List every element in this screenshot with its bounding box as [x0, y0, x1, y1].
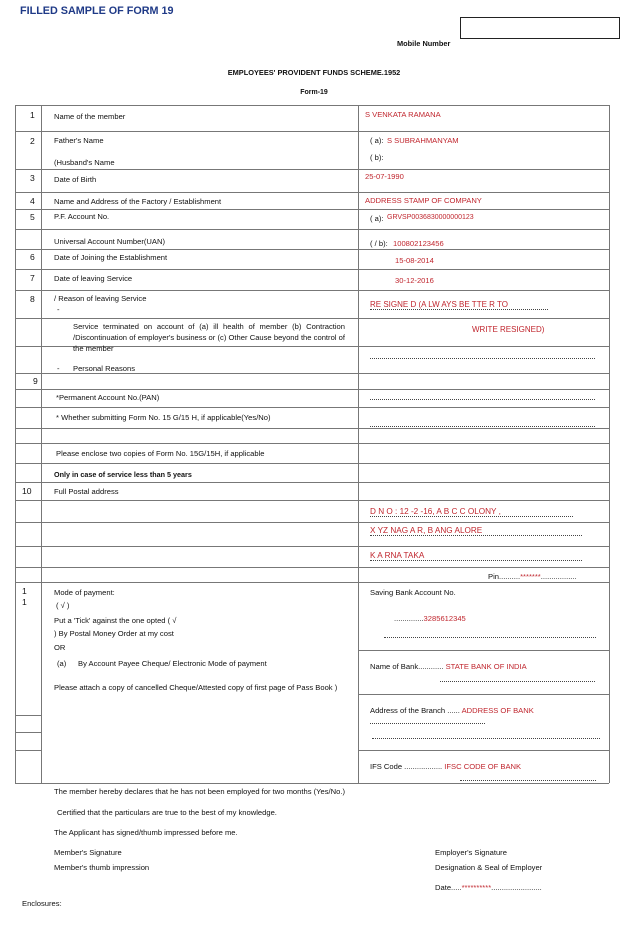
date-value[interactable]: ********** [461, 883, 492, 892]
form15g-label: * Whether submitting Form No. 15 G/15 H, if applicable(Yes/No) [56, 413, 271, 422]
postal-address-label: Full Postal address [54, 487, 119, 496]
doj-value[interactable]: 15-08-2014 [395, 256, 434, 265]
mobile-number-label: Mobile Number [397, 39, 451, 48]
saving-account-field[interactable] [394, 614, 466, 623]
father-name-prefix: ( a): [370, 136, 384, 145]
postal-order-option[interactable]: ) By Postal Money Order at my cost [54, 629, 174, 638]
branch-value[interactable]: ADDRESS OF BANK [461, 706, 534, 715]
grid-line [15, 732, 42, 733]
dotted-line [370, 393, 595, 400]
father-name-label: Father's Name [54, 136, 104, 145]
cheque-mode-option[interactable]: By Account Payee Cheque/ Electronic Mode of payment [78, 659, 267, 668]
grid-line [15, 169, 609, 170]
form-number: Form-19 [300, 89, 328, 96]
uan-label: Universal Account Number(UAN) [54, 237, 165, 246]
father-name-value[interactable]: S SUBRAHMANYAM [387, 136, 459, 145]
row-number: 2 [30, 136, 35, 146]
dotted-line [372, 732, 600, 739]
bank-name-value[interactable]: STATE BANK OF INDIA [445, 662, 527, 671]
member-thumb-label: Member's thumb impression [54, 863, 150, 872]
dotted-line [370, 717, 485, 724]
grid-line [358, 694, 609, 695]
bank-name-label: Name of Bank............ [370, 662, 444, 671]
dotted-line [370, 420, 595, 427]
doj-label: Date of Joining the Establishment [54, 253, 168, 262]
grid-line [15, 318, 609, 319]
grid-line [15, 582, 609, 583]
saving-account-value[interactable]: 3285612345 [423, 614, 466, 623]
mode-of-payment-label: Mode of payment: [54, 588, 115, 597]
uan-prefix: ( / b): [370, 239, 388, 248]
saving-account-prefix: .............. [394, 614, 424, 623]
husband-name-prefix: ( b): [370, 153, 384, 162]
pin-tail: ................. [540, 572, 577, 581]
row-number: 6 [30, 252, 35, 262]
row-number: 3 [30, 173, 35, 183]
row-number: 1 [22, 597, 27, 607]
option-a-marker: (a) [57, 659, 67, 668]
designation-seal-label: Designation & Seal of Employer [435, 863, 543, 872]
grid-line [15, 428, 609, 429]
ifs-value[interactable]: IFSC CODE OF BANK [444, 762, 522, 771]
uan-value[interactable]: 100802123456 [393, 239, 444, 248]
member-signature-label: Member's Signature [54, 848, 122, 857]
establishment-value[interactable]: ADDRESS STAMP OF COMPANY [365, 196, 482, 205]
dotted-line [460, 774, 596, 781]
bank-name-field[interactable] [370, 662, 527, 671]
dob-label: Date of Birth [54, 175, 97, 184]
pan-label: *Permanent Account No.(PAN) [56, 393, 160, 402]
grid-line [15, 567, 609, 568]
only-in-case-note: Only in case of service less than 5 years [54, 470, 192, 479]
row-number: 4 [30, 196, 35, 206]
grid-line [15, 290, 609, 291]
grid-line [15, 269, 609, 270]
pf-account-prefix: ( a): [370, 214, 384, 223]
enclose-note: Please enclose two copies of Form No. 15G/15H, if applicable [56, 449, 265, 458]
address-line2[interactable]: X YZ NAG A R, B ANG ALORE [370, 526, 582, 536]
grid-line [15, 715, 42, 716]
service-terminated-text: Service terminated on account of (a) ill health of member (b) Contraction /Discontinuation of employer's business or (c) Other Cause beyond the control of the member [73, 322, 345, 353]
husband-name-label: (Husband's Name [54, 158, 115, 167]
grid-line [358, 650, 609, 651]
grid-line [15, 105, 16, 783]
grid-line [15, 229, 609, 230]
grid-line [358, 105, 359, 783]
dotted-line [384, 631, 596, 638]
address-line1[interactable]: D N O : 12 -2 -16, A B C C OLONY , [370, 507, 573, 517]
grid-line [15, 192, 609, 193]
page-title: FILLED SAMPLE OF FORM 19 [20, 5, 174, 17]
grid-line [15, 463, 609, 464]
address-line3[interactable]: K A RNA TAKA [370, 551, 582, 561]
grid-line [15, 131, 609, 132]
grid-line [15, 373, 609, 374]
row-number: 1 [22, 586, 27, 596]
grid-line [41, 105, 42, 783]
row-number: 8 [30, 294, 35, 304]
grid-line [15, 249, 609, 250]
bullet-dash: - [57, 305, 60, 314]
date-field[interactable] [435, 883, 542, 892]
pf-account-value[interactable]: GRVSP0036830000000123 [387, 214, 474, 221]
grid-line [15, 443, 609, 444]
row-number: 10 [22, 486, 32, 496]
grid-line [15, 783, 609, 784]
applicant-text: The Applicant has signed/thumb impressed before me. [54, 828, 238, 837]
dol-value[interactable]: 30-12-2016 [395, 276, 434, 285]
dotted-line [370, 352, 595, 359]
row-number: 5 [30, 212, 35, 222]
pin-field[interactable] [488, 572, 577, 581]
grid-line [15, 482, 609, 483]
grid-line [15, 407, 609, 408]
date-tail: ........................ [491, 883, 542, 892]
row-number: 7 [30, 273, 35, 283]
ifs-label: IFS Code .................. [370, 762, 443, 771]
or-text: OR [54, 643, 66, 652]
declaration-text: The member hereby declares that he has not been employed for two months (Yes/No.) [54, 787, 345, 796]
bullet-dash: - [57, 364, 60, 373]
pin-label: Pin.......... [488, 572, 521, 581]
grid-line [15, 522, 609, 523]
row-number: 9 [33, 376, 38, 386]
grid-line [15, 546, 609, 547]
pf-account-label: P.F. Account No. [54, 212, 110, 221]
ifs-field[interactable] [370, 762, 521, 771]
leaving-reason-value-line1[interactable]: RE SIGNE D (A LW AYS BE TTE R TO [370, 300, 548, 310]
branch-label: Address of the Branch ...... [370, 706, 460, 715]
grid-line [609, 105, 610, 783]
certified-text: Certified that the particulars are true to the best of my knowledge. [57, 808, 277, 817]
row-number: 1 [30, 110, 35, 120]
enclosures-label: Enclosures: [22, 899, 62, 908]
dol-label: Date of leaving Service [54, 274, 133, 283]
dob-value[interactable]: 25-07-1990 [365, 172, 404, 181]
employer-signature-label: Employer's Signature [435, 848, 507, 857]
saving-account-label: Saving Bank Account No. [370, 588, 456, 597]
member-name-value[interactable]: S VENKATA RAMANA [365, 110, 441, 119]
grid-line [15, 750, 42, 751]
personal-reasons-text: Personal Reasons [73, 364, 136, 373]
establishment-label: Name and Address of the Factory / Establishment [54, 197, 222, 206]
grid-line [15, 389, 609, 390]
tick-mark[interactable]: ( √ ) [56, 601, 70, 610]
grid-line [15, 500, 609, 501]
mobile-number-box[interactable] [460, 17, 620, 39]
leaving-reason-value-line2[interactable]: WRITE RESIGNED) [472, 325, 545, 334]
date-label: Date..... [435, 883, 462, 892]
scheme-title: EMPLOYEES' PROVIDENT FUNDS SCHEME.1952 [227, 68, 401, 77]
branch-field[interactable] [370, 706, 534, 715]
grid-line [15, 105, 609, 106]
member-name-label: Name of the member [54, 112, 126, 121]
grid-line [358, 750, 609, 751]
attach-cheque-note: Please attach a copy of cancelled Cheque/Attested copy of first page of Pass Book ) [54, 683, 338, 692]
leaving-reason-label: / Reason of leaving Service [54, 294, 147, 303]
dotted-line [440, 675, 595, 682]
grid-line [15, 209, 609, 210]
put-tick-instruction: Put a 'Tick' against the one opted ( √ [54, 616, 177, 625]
pin-value[interactable]: ******* [520, 572, 541, 581]
